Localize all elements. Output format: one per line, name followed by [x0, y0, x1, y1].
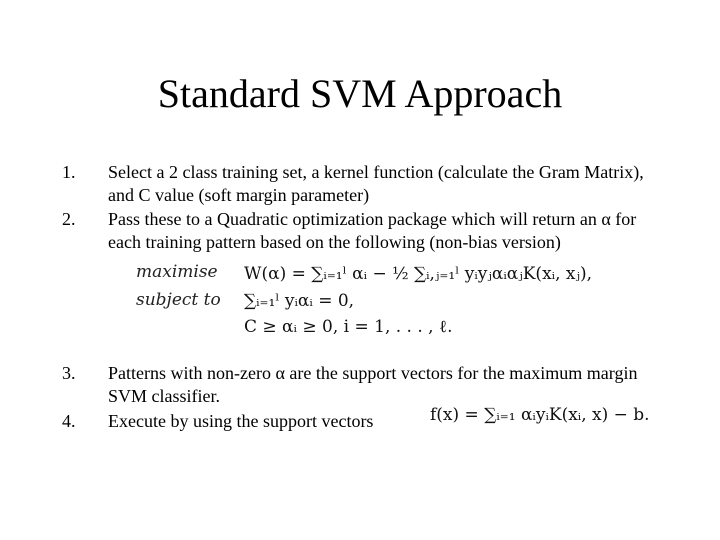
- objective-formula: W(α) = ∑ᵢ₌₁ˡ αᵢ − ½ ∑ᵢ,ⱼ₌₁ˡ yᵢyⱼαᵢαⱼK(xᵢ, xⱼ),: [244, 264, 592, 284]
- decision-function-formula: f(x) = ∑ᵢ₌₁ αᵢyᵢK(xᵢ, x) − b.: [430, 405, 650, 425]
- optimization-problem: [136, 260, 636, 340]
- list-number: 1.: [62, 162, 76, 182]
- list-number: 2.: [62, 209, 76, 229]
- list-text: Patterns with non-zero α are the support vectors for the maximum margin SVM classifier.: [108, 363, 638, 406]
- list-number: 4.: [62, 411, 76, 431]
- list-text: Pass these to a Quadratic optimization package which will return an α for each training pattern based on the following (non-bias version): [108, 209, 637, 252]
- subject-to-label: subject to: [136, 290, 221, 310]
- list-number: 3.: [62, 363, 76, 383]
- list-text: Select a 2 class training set, a kernel function (calculate the Gram Matrix), and C value (soft margin parameter): [108, 162, 644, 205]
- constraint-sum-formula: ∑ᵢ₌₁ˡ yᵢαᵢ = 0,: [244, 291, 355, 311]
- constraint-bound-formula: C ≥ αᵢ ≥ 0, i = 1, . . . , ℓ.: [244, 317, 453, 337]
- maximise-label: maximise: [136, 262, 218, 282]
- list-text: Execute by using the support vectors: [108, 411, 374, 431]
- slide-title: Standard SVM Approach: [157, 71, 563, 116]
